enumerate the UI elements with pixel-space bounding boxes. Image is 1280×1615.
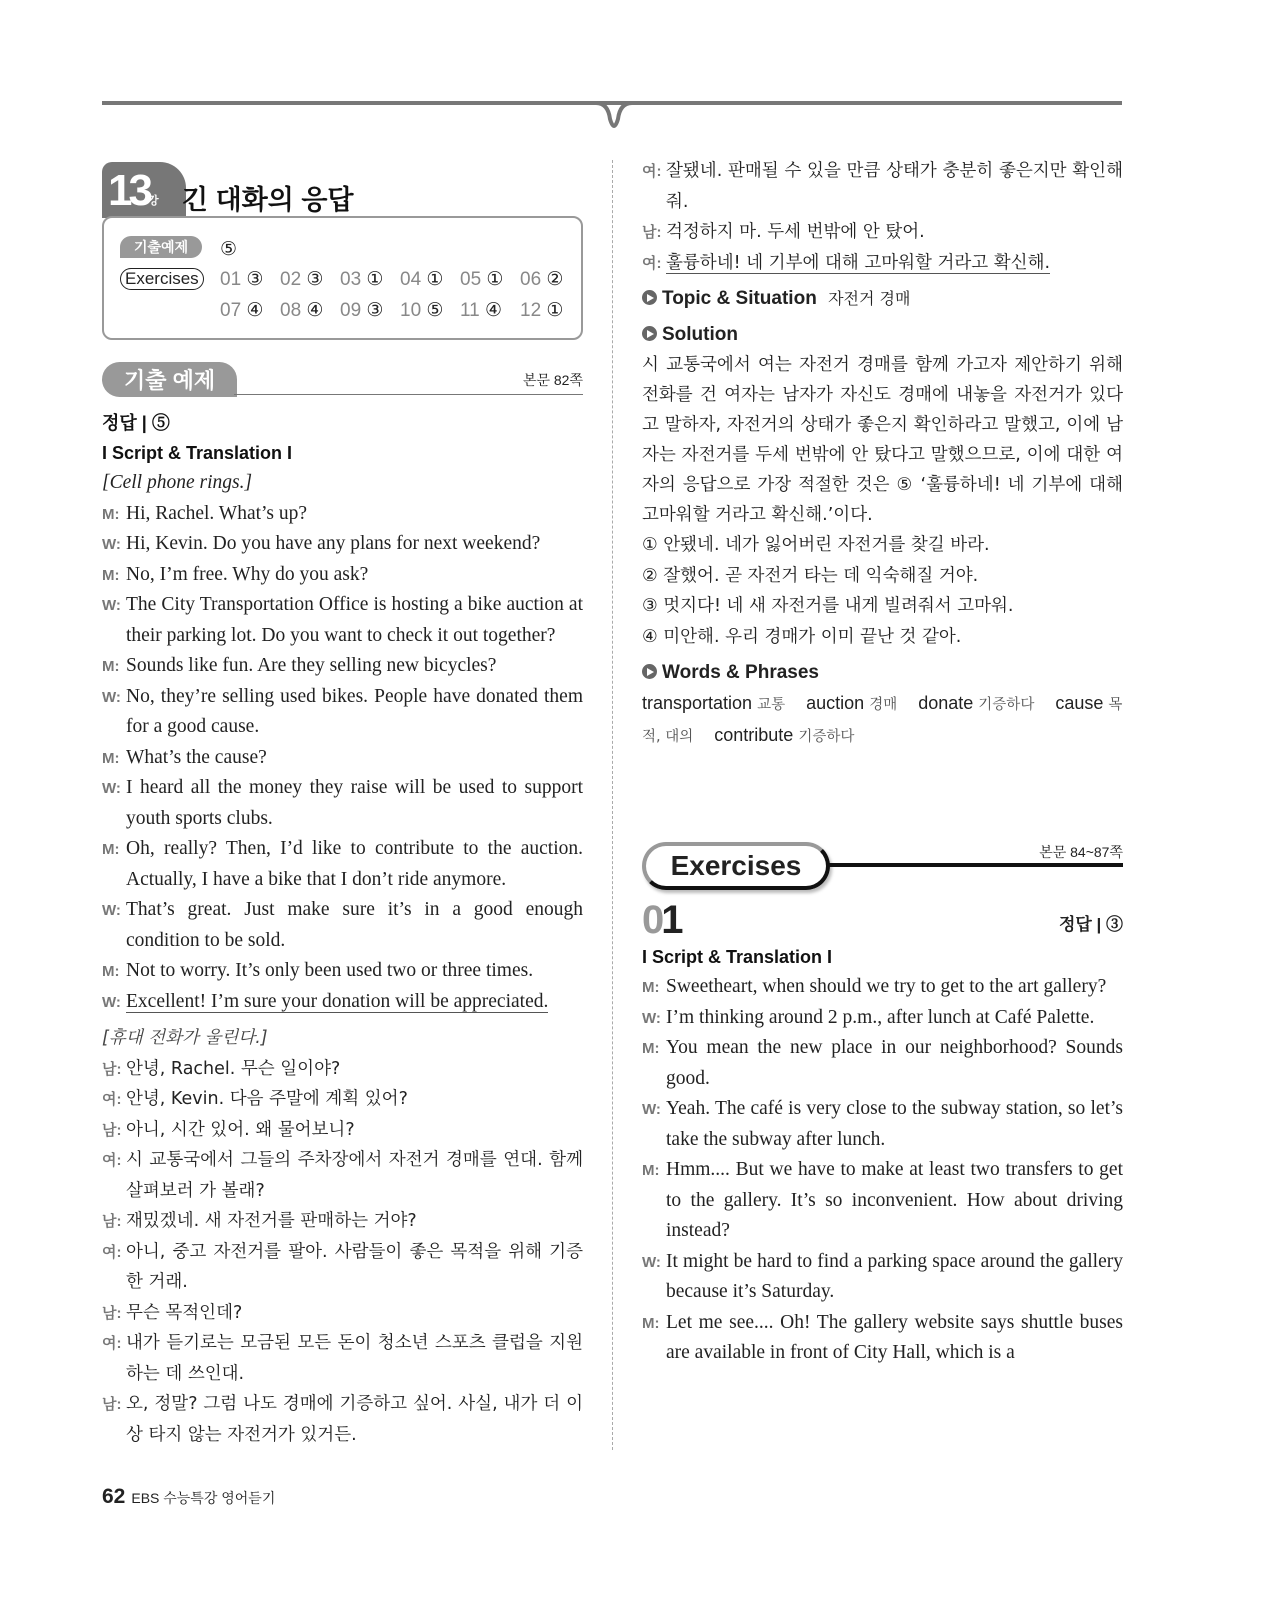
speaker-label: M: xyxy=(102,505,120,523)
speaker-label: 남: xyxy=(102,1121,122,1139)
dialogue-text: 재밌겠네. 새 자전거를 판매하는 거야? xyxy=(126,1211,417,1231)
dialogue-line xyxy=(102,773,583,834)
dialogue-text: What’s the cause? xyxy=(126,746,267,768)
speaker-label: 여: xyxy=(102,1152,122,1169)
dialogue-text: Hi, Kevin. Do you have any plans for next weekend? xyxy=(126,533,541,554)
word-ko: 기증하다 xyxy=(798,729,855,745)
answer-item-number: 08 xyxy=(280,300,302,321)
answer-item-choice: ③ xyxy=(306,269,324,290)
dialogue-text: Yeah. The café is very close to the subway station, so let’s take the subway after lunch. xyxy=(666,1098,1123,1150)
answer-item xyxy=(520,268,580,291)
speaker-label: M: xyxy=(642,1314,660,1332)
speaker-label: 남: xyxy=(102,1213,122,1230)
answer-item xyxy=(220,268,280,291)
speaker-label: W: xyxy=(642,1009,661,1027)
dialogue-line xyxy=(102,1115,583,1146)
dialogue-text: No, I’m free. Why do you ask? xyxy=(126,563,369,585)
book-title: EBS 수능특강 영어듣기 xyxy=(131,1490,276,1506)
answer-item-choice: ① xyxy=(486,269,504,290)
answer-item-number: 02 xyxy=(280,269,302,290)
dialogue-line xyxy=(102,560,583,591)
word-en: auction xyxy=(806,693,865,713)
page-number: 62 xyxy=(102,1485,126,1508)
dialogue-line xyxy=(642,1247,1123,1308)
answer-summary-box xyxy=(102,216,583,340)
dialogue-line xyxy=(102,1328,583,1389)
answer-item-number: 11 xyxy=(460,300,480,321)
dialogue-text: 훌륭하네! 네 기부에 대해 고마워할 거라고 확신해. xyxy=(666,252,1051,273)
answer-option: ③ 멋지다! 네 새 자전거를 내게 빌려줘서 고마워. xyxy=(642,596,1014,616)
words-list xyxy=(642,688,1123,752)
answer-item-choice: ① xyxy=(366,269,384,290)
page-ref: 본문 82쪽 xyxy=(522,372,583,388)
dialogue-line xyxy=(642,1155,1123,1247)
word-ko: 교통 xyxy=(757,697,786,713)
answer-item xyxy=(340,299,400,322)
answer-item-number: 07 xyxy=(220,300,242,321)
script-title: I Script & Translation I xyxy=(102,443,293,463)
right-column xyxy=(642,156,1123,1369)
answer-options xyxy=(642,530,1123,652)
answer-item-number: 01 xyxy=(220,269,242,290)
answer-item xyxy=(460,299,520,322)
word-en: donate xyxy=(918,693,974,713)
dialogue-line xyxy=(102,651,583,682)
dialogue-text: Hi, Rachel. What’s up? xyxy=(126,502,308,524)
dialogue-text: It might be hard to find a parking space around the gallery because it’s Saturday. xyxy=(666,1250,1123,1302)
lesson-header xyxy=(102,160,583,216)
play-bullet-icon xyxy=(642,664,657,679)
word-ko: 목적, 대의 xyxy=(642,697,1123,745)
question-number-digit: 1 xyxy=(661,898,681,942)
past-exam-answer: ⑤ xyxy=(220,239,238,260)
past-exam-title: 기출 예제 xyxy=(102,362,237,397)
dialogue-ko-continued xyxy=(642,156,1123,278)
dialogue-line xyxy=(642,1094,1123,1155)
word-ko: 기증하다 xyxy=(978,697,1035,713)
speaker-label: 여: xyxy=(102,1335,122,1352)
word-en: transportation xyxy=(642,693,753,713)
speaker-label: W: xyxy=(102,688,121,706)
speaker-label: 남: xyxy=(102,1304,122,1322)
lesson-tab xyxy=(102,162,186,218)
dialogue-text: 내가 듣기로는 모금된 모든 돈이 청소년 스포츠 클럽을 지원하는 데 쓰인대. xyxy=(126,1333,583,1384)
dialogue-line xyxy=(102,682,583,743)
answer-item-choice: ④ xyxy=(485,300,503,321)
solution-heading xyxy=(642,320,1123,350)
dialogue-ko xyxy=(102,1054,583,1451)
solution-title: Solution xyxy=(662,324,738,345)
answer-item xyxy=(460,268,520,291)
answer-item-choice: ② xyxy=(546,269,564,290)
speaker-label: 여: xyxy=(642,163,662,180)
speaker-label: 남: xyxy=(642,224,662,241)
answer-item-number: 06 xyxy=(520,269,542,290)
answer-item-number: 10 xyxy=(400,300,422,321)
dialogue-line xyxy=(642,972,1123,1003)
dialogue-text: Sounds like fun. Are they selling new bicycles? xyxy=(126,655,497,676)
speaker-label: W: xyxy=(102,902,121,919)
play-bullet-icon xyxy=(642,290,657,305)
answer-item-choice: ③ xyxy=(366,300,384,321)
word-en: cause xyxy=(1055,693,1104,713)
dialogue-line xyxy=(102,499,583,530)
answer-item-choice: ⑤ xyxy=(426,300,444,321)
dialogue-line xyxy=(102,590,583,651)
speaker-label: M: xyxy=(102,963,120,980)
speaker-label: M: xyxy=(642,979,660,996)
dialogue-text: 아니, 중고 자전거를 팔아. 사람들이 좋은 목적을 위해 기증한 거래. xyxy=(126,1241,583,1292)
dialogue-text: Oh, really? Then, I’d like to contribute to the auction. Actually, I have a bike that I don’t ride anymore. xyxy=(126,838,583,890)
dialogue-line xyxy=(642,1308,1123,1369)
dialogue-line xyxy=(642,217,1123,248)
lesson-unit: 강 xyxy=(148,195,159,207)
column-divider xyxy=(612,160,613,1450)
dialogue-line xyxy=(642,156,1123,217)
words-title: Words & Phrases xyxy=(662,662,819,683)
dialogue-text: I heard all the money they raise will be used to support youth sports clubs. xyxy=(126,777,583,829)
dialogue-line xyxy=(102,1084,583,1115)
lesson-number: 13 xyxy=(108,166,149,215)
dialogue-text: 잘됐네. 판매될 수 있을 만큼 상태가 충분히 좋은지만 확인해 줘. xyxy=(666,161,1123,212)
question-answer: 정답 | ③ xyxy=(1058,915,1123,934)
stage-direction-ko: [휴대 전화가 울린다.] xyxy=(102,1028,268,1048)
answer-item-choice: ④ xyxy=(306,300,324,321)
play-bullet-icon xyxy=(642,326,657,341)
dialogue-line xyxy=(102,529,583,560)
answer-item xyxy=(280,299,340,322)
answer-item xyxy=(220,299,280,322)
speaker-label: W: xyxy=(102,993,121,1011)
answer-item-choice: ① xyxy=(546,300,564,321)
left-column xyxy=(102,160,583,1450)
page-footer xyxy=(102,1485,275,1509)
dialogue-text: 걱정하지 마. 두세 번밖에 안 탔어. xyxy=(666,222,925,242)
exercises-label: Exercises xyxy=(120,268,204,290)
dialogue-en xyxy=(102,499,583,1018)
script-title: I Script & Translation I xyxy=(642,947,833,967)
speaker-label: M: xyxy=(642,1040,660,1057)
speaker-label: 여: xyxy=(102,1091,122,1108)
speaker-label: W: xyxy=(642,1101,661,1118)
answer-item-choice: ③ xyxy=(246,269,264,290)
answer-item-number: 03 xyxy=(340,269,362,290)
dialogue-text: Let me see.... Oh! The gallery website says shuttle buses are available in front of City Hall, which is a xyxy=(666,1311,1123,1363)
divider xyxy=(234,394,583,395)
header-notch xyxy=(596,99,632,133)
answer-option: ② 잘했어. 곧 자전거 타는 데 익숙해질 거야. xyxy=(642,565,979,586)
dialogue-line xyxy=(102,1206,583,1237)
answer-grid xyxy=(220,268,580,322)
answer-item-number: 04 xyxy=(400,269,422,290)
dialogue-q1 xyxy=(642,972,1123,1369)
topic-title: Topic & Situation xyxy=(662,288,817,309)
dialogue-text: Hmm.... But we have to make at least two transfers to get to the gallery. It’s so inconvenient. How about driving instead? xyxy=(666,1159,1123,1241)
speaker-label: W: xyxy=(102,780,121,797)
answer-option: ④ 미안해. 우리 경매가 이미 끝난 것 같아. xyxy=(642,626,962,647)
answer-item-number: 05 xyxy=(460,269,482,290)
answer-item-choice: ④ xyxy=(246,300,264,321)
dialogue-line xyxy=(102,834,583,895)
divider xyxy=(828,863,1123,867)
past-exam-header xyxy=(102,362,583,402)
topic: 자전거 경매 xyxy=(828,289,911,308)
question-number-digit: 0 xyxy=(642,898,662,942)
solution-text: 시 교통국에서 여는 자전거 경매를 함께 가고자 제안하기 위해 전화를 건 여자는 남자가 자신도 경매에 내놓을 자전거가 있다고 말하자, 자전거의 상태가 좋은지 확인하라고 말했고, 이에 남자는 자전거를 두세 번밖에 안 탔다고 말했으므로, 이에 대한 여자의 응답으로 가장 적절한 것은 ⑤ ‘훌륭하네! 네 기부에 대해 고마워할 거라고 확신해.’이다. xyxy=(642,355,1123,525)
speaker-label: 남: xyxy=(102,1396,122,1413)
answer-line: 정답 | ⑤ xyxy=(102,413,170,433)
speaker-label: M: xyxy=(642,1162,660,1179)
question-number xyxy=(642,898,681,943)
dialogue-line xyxy=(642,248,1123,279)
answer-item xyxy=(520,299,580,322)
dialogue-text: Sweetheart, when should we try to get to the art gallery? xyxy=(666,976,1107,997)
dialogue-line xyxy=(642,1003,1123,1034)
dialogue-line xyxy=(102,987,583,1018)
dialogue-line xyxy=(102,956,583,987)
word-en: contribute xyxy=(714,725,794,745)
exercises-header xyxy=(642,842,1123,892)
speaker-label: M: xyxy=(102,749,120,767)
lesson-title: 긴 대화의 응답 xyxy=(182,185,354,215)
dialogue-text: Not to worry. It’s only been used two or three times. xyxy=(126,960,534,981)
dialogue-text: 무슨 목적인데? xyxy=(126,1302,243,1323)
dialogue-text: The City Transportation Office is hosting a bike auction at their parking lot. Do you want to check it out together? xyxy=(126,594,583,646)
dialogue-text: You mean the new place in our neighborhood? Sounds good. xyxy=(666,1037,1123,1089)
answer-item xyxy=(400,299,460,322)
answer-item xyxy=(280,268,340,291)
answer-item-number: 12 xyxy=(520,300,542,321)
answer-item xyxy=(340,268,400,291)
dialogue-text: 안녕, Rachel. 무슨 일이야? xyxy=(126,1058,341,1079)
dialogue-text: No, they’re selling used bikes. People have donated them for a good cause. xyxy=(126,685,583,737)
past-exam-label: 기출예제 xyxy=(120,236,202,258)
speaker-label: M: xyxy=(102,658,120,675)
dialogue-line xyxy=(102,1145,583,1206)
speaker-label: W: xyxy=(102,597,121,614)
dialogue-line xyxy=(102,1298,583,1329)
dialogue-text: 시 교통국에서 그들의 주차장에서 자전거 경매를 연대. 함께 살펴보러 가 볼래? xyxy=(126,1150,583,1201)
speaker-label: W: xyxy=(102,536,121,553)
dialogue-line xyxy=(102,1237,583,1298)
dialogue-text: I’m thinking around 2 p.m., after lunch at Café Palette. xyxy=(666,1006,1095,1028)
speaker-label: M: xyxy=(102,841,120,858)
stage-direction: [Cell phone rings.] xyxy=(102,472,253,493)
dialogue-text: 안녕, Kevin. 다음 주말에 계획 있어? xyxy=(126,1089,408,1109)
topic-heading xyxy=(642,284,1123,314)
speaker-label: 여: xyxy=(102,1243,122,1261)
speaker-label: 남: xyxy=(102,1060,122,1078)
question-header xyxy=(642,898,1123,942)
dialogue-line xyxy=(102,1389,583,1450)
dialogue-line xyxy=(102,895,583,956)
answer-item-number: 09 xyxy=(340,300,362,321)
answer-item xyxy=(400,268,460,291)
dialogue-line xyxy=(642,1033,1123,1094)
exercises-title: Exercises xyxy=(642,842,830,890)
dialogue-text: 아니, 시간 있어. 왜 물어보니? xyxy=(126,1119,355,1140)
dialogue-line xyxy=(102,1054,583,1085)
word-ko: 경매 xyxy=(869,697,898,713)
answer-item-choice: ① xyxy=(426,269,444,290)
dialogue-text: Excellent! I’m sure your donation will be appreciated. xyxy=(126,990,549,1012)
page-ref: 본문 84~87쪽 xyxy=(1039,844,1123,860)
dialogue-text: 오, 정말? 그럼 나도 경매에 기증하고 싶어. 사실, 내가 더 이상 타지 않는 자전거가 있거든. xyxy=(126,1394,583,1445)
dialogue-line xyxy=(102,743,583,774)
speaker-label: W: xyxy=(642,1253,661,1271)
speaker-label: 여: xyxy=(642,254,662,272)
dialogue-text: That’s great. Just make sure it’s in a good enough condition to be sold. xyxy=(126,899,583,951)
words-heading xyxy=(642,658,1123,688)
speaker-label: M: xyxy=(102,566,120,584)
answer-option: ① 안됐네. 네가 잃어버린 자전거를 찾길 바라. xyxy=(642,535,990,555)
